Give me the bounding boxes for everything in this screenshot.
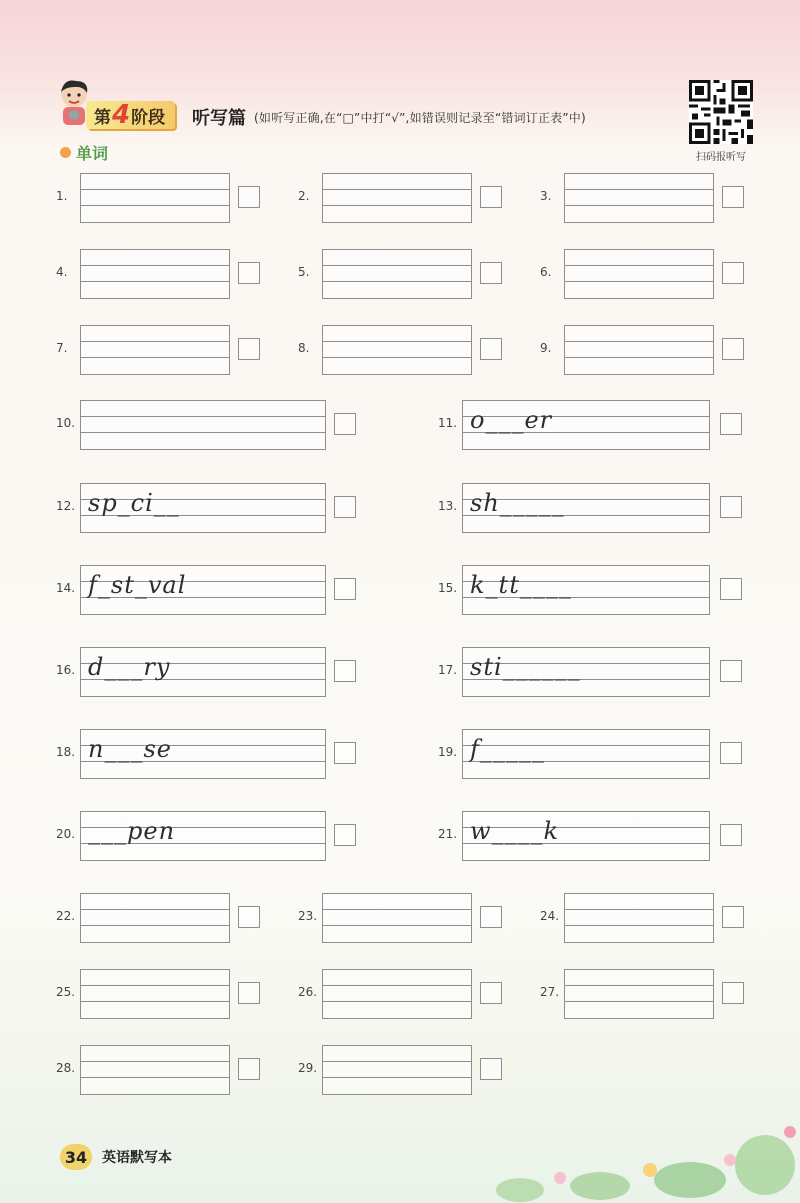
word-hint: f_____ [470,735,545,763]
item-number: 25. [56,985,76,999]
answer-writing-lines[interactable] [564,893,714,943]
correct-checkbox[interactable] [238,338,260,360]
word-hint: o___er [470,406,553,434]
item-number: 12. [56,499,76,513]
item-number: 15. [438,581,458,595]
stage-prefix: 第 [94,107,111,128]
answer-writing-lines[interactable] [80,173,230,223]
correct-checkbox[interactable] [722,262,744,284]
item-number: 16. [56,663,76,677]
correct-checkbox[interactable] [720,496,742,518]
item-number: 6. [540,265,552,279]
item-number: 17. [438,663,458,677]
guide-line [81,1061,229,1062]
correct-checkbox[interactable] [480,982,502,1004]
item-number: 24. [540,909,560,923]
word-hint: ___pen [88,817,176,845]
item-number: 10. [56,416,76,430]
answer-writing-lines[interactable] [80,1045,230,1095]
qr-code-icon[interactable] [689,80,753,144]
instruction-text: (如听写正确,在“□”中打“√”,如错误则记录至“错词订正表”中) [254,111,586,125]
word-hint: k_tt____ [470,571,572,599]
correct-checkbox[interactable] [238,1058,260,1080]
correct-checkbox[interactable] [480,906,502,928]
guide-line [565,985,713,986]
correct-checkbox[interactable] [238,906,260,928]
correct-checkbox[interactable] [720,824,742,846]
section-title: 听写篇 [192,108,246,129]
answer-writing-lines[interactable] [322,325,472,375]
flower-decoration-icon [460,1120,800,1203]
word-hint: n___se [88,735,172,763]
guide-line [565,265,713,266]
page-header [0,0,800,170]
correct-checkbox[interactable] [334,496,356,518]
correct-checkbox[interactable] [720,660,742,682]
item-number: 22. [56,909,76,923]
answer-writing-lines[interactable] [564,249,714,299]
correct-checkbox[interactable] [334,824,356,846]
answer-writing-lines[interactable] [564,325,714,375]
word-hint: f_st_val [88,571,187,599]
correct-checkbox[interactable] [334,660,356,682]
guide-line [81,925,229,926]
item-number: 18. [56,745,76,759]
guide-line [565,189,713,190]
item-number: 8. [298,341,310,355]
answer-writing-lines[interactable] [80,400,326,450]
correct-checkbox[interactable] [480,338,502,360]
stage-badge [86,101,175,129]
correct-checkbox[interactable] [722,338,744,360]
guide-line [565,205,713,206]
guide-line [323,1001,471,1002]
guide-line [565,357,713,358]
item-number: 7. [56,341,68,355]
item-number: 27. [540,985,560,999]
guide-line [565,909,713,910]
answer-writing-lines[interactable] [322,249,472,299]
correct-checkbox[interactable] [722,982,744,1004]
guide-line [565,341,713,342]
word-hint: w____k [470,817,560,845]
subheading-label: 单词 [76,144,109,163]
guide-line [81,265,229,266]
item-number: 11. [438,416,458,430]
item-number: 21. [438,827,458,841]
book-title: 英语默写本 [102,1150,172,1166]
correct-checkbox[interactable] [720,578,742,600]
guide-line [81,985,229,986]
answer-writing-lines[interactable] [80,893,230,943]
bullet-dot-icon [60,147,71,158]
item-number: 3. [540,189,552,203]
answer-writing-lines[interactable] [322,893,472,943]
guide-line [323,265,471,266]
correct-checkbox[interactable] [720,742,742,764]
guide-line [323,1077,471,1078]
guide-line [81,1001,229,1002]
page-footer [60,1144,172,1170]
section-subheading [60,141,108,164]
guide-line [323,281,471,282]
correct-checkbox[interactable] [480,186,502,208]
guide-line [323,357,471,358]
guide-line [81,909,229,910]
guide-line [323,925,471,926]
item-number: 29. [298,1061,318,1075]
item-number: 14. [56,581,76,595]
guide-line [323,909,471,910]
correct-checkbox[interactable] [480,1058,502,1080]
correct-checkbox[interactable] [722,186,744,208]
answer-writing-lines[interactable] [322,969,472,1019]
item-number: 26. [298,985,318,999]
item-number: 1. [56,189,68,203]
guide-line [323,205,471,206]
word-hint: sp_ci__ [88,489,180,517]
guide-line [565,281,713,282]
correct-checkbox[interactable] [238,262,260,284]
correct-checkbox[interactable] [238,982,260,1004]
correct-checkbox[interactable] [334,578,356,600]
answer-writing-lines[interactable] [322,173,472,223]
word-hint: sh_____ [470,489,565,517]
correct-checkbox[interactable] [334,413,356,435]
guide-line [81,1077,229,1078]
stage-suffix: 阶段 [131,107,166,128]
guide-line [565,1001,713,1002]
stage-number: 4 [112,100,131,130]
item-number: 4. [56,265,68,279]
item-number: 28. [56,1061,76,1075]
item-number: 20. [56,827,76,841]
correct-checkbox[interactable] [480,262,502,284]
item-number: 5. [298,265,310,279]
guide-line [323,985,471,986]
item-number: 19. [438,745,458,759]
answer-writing-lines[interactable] [564,969,714,1019]
answer-writing-lines[interactable] [322,1045,472,1095]
item-number: 23. [298,909,318,923]
correct-checkbox[interactable] [722,906,744,928]
item-number: 2. [298,189,310,203]
answer-writing-lines[interactable] [564,173,714,223]
correct-checkbox[interactable] [334,742,356,764]
qr-caption: 扫码报听写 [696,152,746,163]
word-hint: d___ry [88,653,171,681]
guide-line [81,189,229,190]
guide-line [323,1061,471,1062]
correct-checkbox[interactable] [238,186,260,208]
answer-writing-lines[interactable] [80,325,230,375]
guide-line [323,189,471,190]
item-number: 13. [438,499,458,513]
guide-line [81,432,325,433]
answer-writing-lines[interactable] [80,969,230,1019]
page-number: 34 [60,1144,92,1170]
item-number: 9. [540,341,552,355]
guide-line [323,341,471,342]
guide-line [81,341,229,342]
guide-line [81,281,229,282]
answer-writing-lines[interactable] [80,249,230,299]
word-hint: sti______ [470,653,581,681]
guide-line [565,925,713,926]
guide-line [81,416,325,417]
correct-checkbox[interactable] [720,413,742,435]
guide-line [81,357,229,358]
guide-line [81,205,229,206]
